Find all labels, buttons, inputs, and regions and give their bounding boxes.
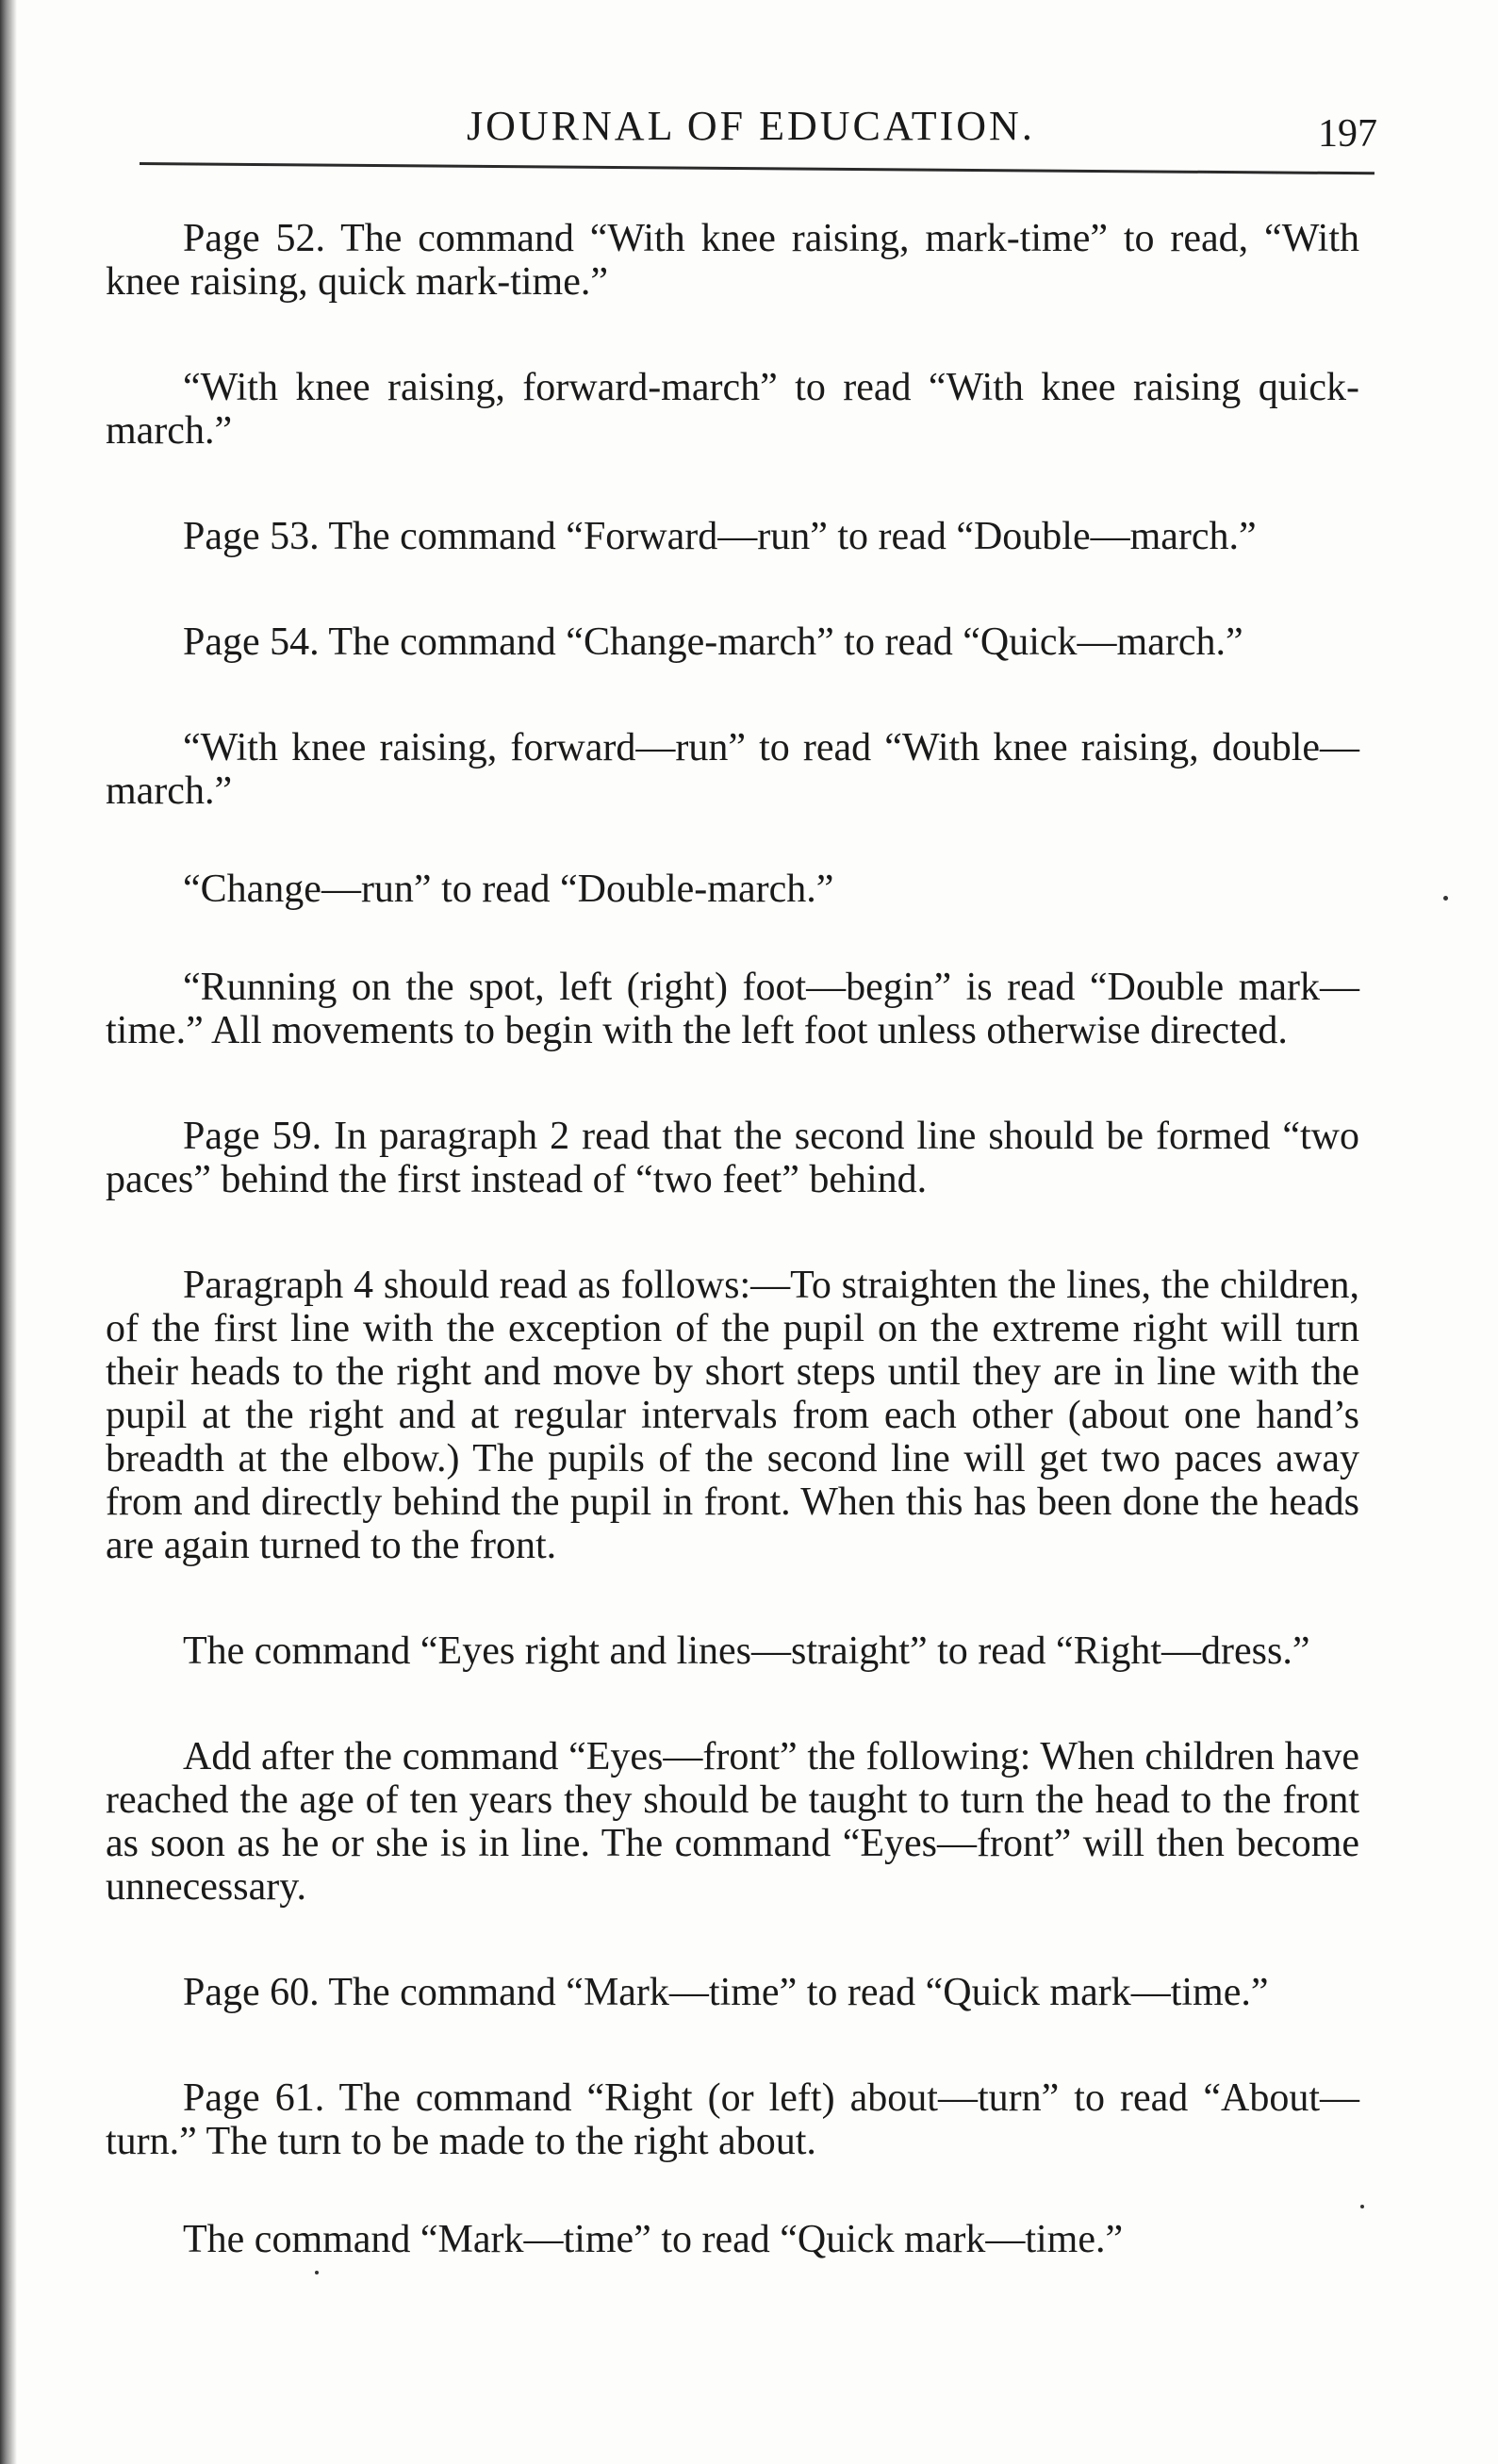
- binding-shadow: [0, 0, 17, 2464]
- running-head: [0, 102, 1498, 158]
- paragraph-page-59: Page 59. In paragraph 2 read that the second line should be formed “two paces” behind the first instead of “two feet” behind.: [106, 1115, 1359, 1201]
- scan-speck: [315, 2271, 319, 2274]
- scan-speck: [1443, 896, 1448, 901]
- paragraph-page-61: Page 61. The command “Right (or left) about—turn” to read “About—turn.” The turn to be made to the right about.: [106, 2076, 1359, 2163]
- header-rule: [140, 162, 1375, 174]
- scan-speck: [1360, 2205, 1364, 2208]
- body-text: [106, 217, 1359, 2261]
- paragraph-page-52: Page 52. The command “With knee raising, mark-time” to read, “With knee raising, quick mark-time.”: [106, 217, 1359, 304]
- paragraph-page-60: Page 60. The command “Mark—time” to read “Quick mark—time.”: [183, 1971, 1269, 2014]
- paragraph-knee-raising-march: “With knee raising, forward-march” to read “With knee raising quick-march.”: [106, 366, 1359, 453]
- paragraph-running-on-spot: “Running on the spot, left (right) foot—begin” is read “Double mark—time.” All movements to begin with the left foot unless otherwise directed.: [106, 966, 1359, 1052]
- paragraph-paragraph-4: Paragraph 4 should read as follows:—To straighten the lines, the children, of the first line with the exception of the pupil on the extreme right will turn their heads to the right and move by short steps until they are in line with the pupil at the right and at regular intervals from each other (about one hand’s breadth at the elbow.) The pupils of the second line will get two paces away from and directly behind the pupil in front. When this has been done the heads are again turned to the front.: [106, 1264, 1359, 1567]
- paragraph-eyes-front: Add after the command “Eyes—front” the following: When children have reached the age of ten years they should be taught to turn the head to the front as soon as he or she is in line. The command “Eyes—front” will then become unnecessary.: [106, 1735, 1359, 1909]
- paragraph-page-53: Page 53. The command “Forward—run” to read “Double—march.”: [183, 515, 1257, 558]
- paragraph-mark-time: The command “Mark—time” to read “Quick mark—time.”: [183, 2218, 1124, 2261]
- page-number: 197: [1318, 112, 1377, 156]
- paragraph-page-54: Page 54. The command “Change-march” to read “Quick—march.”: [183, 620, 1243, 664]
- paragraph-change-run: “Change—run” to read “Double-march.”: [183, 868, 834, 911]
- paragraph-right-dress: The command “Eyes right and lines—straight” to read “Right—dress.”: [183, 1629, 1310, 1673]
- paragraph-knee-raising-run: “With knee raising, forward—run” to read “With knee raising, double—march.”: [106, 726, 1359, 813]
- journal-title: JOURNAL OF EDUCATION.: [467, 103, 1035, 149]
